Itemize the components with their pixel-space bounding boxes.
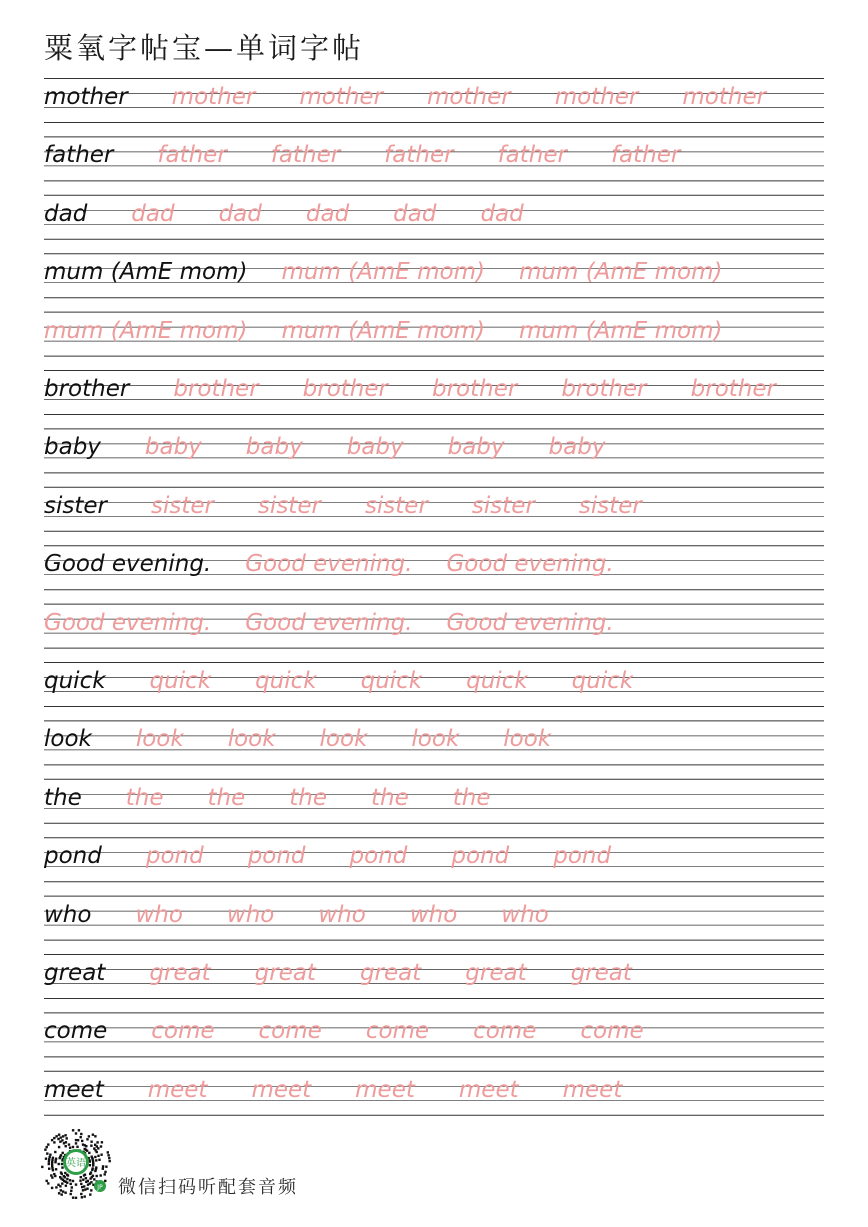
qr-module (80, 1183, 82, 1185)
qr-module (90, 1189, 92, 1191)
trace-word: baby (548, 434, 606, 461)
trace-word: baby (447, 434, 505, 461)
model-word: the (44, 784, 82, 811)
qr-module (107, 1151, 109, 1153)
qr-module (46, 1180, 48, 1182)
qr-badge-label: 英语 (66, 1158, 86, 1169)
qr-module (70, 1183, 72, 1185)
qr-module (96, 1141, 98, 1143)
qr-module (55, 1186, 57, 1188)
qr-module (83, 1174, 85, 1176)
qr-module (72, 1180, 74, 1182)
trace-word: come (151, 1018, 215, 1045)
trace-word: great (254, 960, 316, 986)
qr-module (71, 1186, 73, 1188)
trace-word: look (135, 726, 184, 753)
qr-module (72, 1129, 74, 1131)
qr-module (81, 1140, 83, 1142)
qr-module (44, 1149, 46, 1151)
qr-module (52, 1157, 54, 1159)
trace-word: dad (393, 200, 437, 227)
qr-module (58, 1146, 60, 1148)
qr-module (82, 1189, 84, 1191)
qr-module (107, 1154, 109, 1156)
qr-module (51, 1187, 53, 1189)
qr-module (49, 1156, 51, 1158)
qr-module (105, 1166, 107, 1168)
trace-word: the (207, 784, 246, 811)
qr-module (104, 1180, 106, 1182)
trace-word: come (258, 1018, 322, 1045)
trace-word: Good evening. (44, 609, 212, 636)
qr-module (72, 1146, 74, 1148)
qr-corner-label: JP (97, 1184, 103, 1191)
trace-word: mother (171, 84, 256, 110)
qr-module (61, 1139, 63, 1141)
trace-word: the (452, 784, 491, 811)
qr-module (96, 1175, 98, 1177)
qr-module (92, 1164, 94, 1166)
qr-module (72, 1197, 74, 1199)
trace-word: baby (346, 434, 404, 461)
trace-word: brother (173, 376, 259, 402)
qr-module (85, 1181, 87, 1183)
trace-word: great (149, 960, 211, 986)
qr-module (66, 1178, 68, 1180)
qr-module (51, 1161, 53, 1163)
trace-word: who (501, 901, 549, 928)
trace-word: pond (451, 843, 510, 870)
qr-module (82, 1179, 84, 1181)
trace-word: Good evening. (446, 609, 614, 636)
qr-module (61, 1166, 63, 1168)
qr-module (65, 1185, 67, 1187)
qr-code-icon[interactable] (40, 1128, 112, 1200)
trace-word: look (319, 726, 368, 753)
trace-word: Good evening. (245, 551, 413, 578)
trace-word: quick (571, 668, 634, 694)
trace-word: quick (255, 668, 317, 694)
qr-module (58, 1134, 60, 1136)
qr-module (88, 1152, 90, 1154)
qr-module (46, 1152, 48, 1154)
qr-module (97, 1155, 99, 1157)
trace-word: great (359, 960, 422, 986)
qr-module (58, 1192, 60, 1194)
trace-word: mother (299, 84, 384, 110)
qr-module (48, 1160, 50, 1162)
trace-word: baby (144, 434, 202, 461)
qr-module (48, 1163, 50, 1165)
qr-module (95, 1159, 97, 1161)
qr-module (47, 1143, 49, 1145)
trace-word: pond (349, 843, 408, 870)
qr-module (51, 1139, 53, 1141)
qr-module (46, 1146, 48, 1148)
trace-word: father (384, 142, 454, 169)
trace-word: who (318, 901, 366, 928)
qr-module (65, 1145, 67, 1147)
qr-module (64, 1172, 66, 1174)
qr-module (75, 1132, 77, 1134)
trace-word: meet (562, 1076, 623, 1103)
qr-module (50, 1174, 52, 1176)
qr-module (64, 1192, 66, 1194)
qr-module (87, 1184, 89, 1186)
trace-word: pond (145, 843, 204, 870)
footer-caption: 微信扫码听配套音频 (118, 1177, 298, 1198)
qr-module (48, 1158, 50, 1160)
model-word: brother (44, 376, 130, 402)
trace-word: brother (561, 376, 647, 402)
qr-module (53, 1137, 55, 1139)
qr-module (81, 1196, 83, 1198)
trace-word: brother (690, 376, 776, 402)
model-word: sister (44, 492, 107, 519)
qr-module (51, 1176, 53, 1178)
trace-word: quick (149, 668, 212, 694)
qr-module (58, 1163, 60, 1165)
qr-module (92, 1161, 94, 1163)
qr-module (86, 1150, 88, 1152)
qr-module (75, 1183, 77, 1185)
model-word: great (44, 960, 106, 986)
qr-module (90, 1141, 92, 1143)
trace-word: sister (471, 492, 535, 519)
qr-module (53, 1141, 55, 1143)
trace-word: dad (131, 200, 175, 227)
trace-word: Good evening. (245, 609, 413, 636)
trace-word: mum (AmE mom) (519, 259, 723, 286)
trace-word: who (409, 901, 458, 928)
qr-module (108, 1157, 110, 1159)
qr-module (51, 1165, 53, 1167)
model-word: quick (44, 668, 106, 694)
trace-word: meet (147, 1076, 208, 1103)
qr-module (84, 1188, 86, 1190)
qr-module (79, 1180, 81, 1182)
qr-module (101, 1141, 103, 1143)
qr-module (102, 1165, 104, 1167)
qr-module (76, 1146, 78, 1148)
trace-word: sister (150, 492, 214, 519)
qr-module (104, 1173, 106, 1175)
qr-module (57, 1138, 59, 1140)
model-word: look (44, 726, 92, 753)
qr-module (69, 1179, 71, 1181)
trace-word: sister (364, 492, 428, 519)
qr-module (62, 1190, 64, 1192)
qr-module (53, 1173, 55, 1175)
qr-module (100, 1154, 102, 1156)
trace-word: who (226, 901, 275, 928)
qr-module (80, 1136, 82, 1138)
qr-module (55, 1168, 57, 1170)
qr-module (100, 1174, 102, 1176)
trace-word: look (503, 726, 552, 753)
trace-word: pond (247, 843, 306, 870)
qr-module (85, 1145, 87, 1147)
qr-module (64, 1134, 66, 1136)
qr-module (89, 1193, 91, 1195)
qr-module (94, 1170, 96, 1172)
qr-module (75, 1197, 77, 1199)
qr-module (104, 1171, 106, 1173)
qr-module (65, 1141, 67, 1143)
trace-word: mother (682, 84, 767, 110)
qr-module (66, 1137, 68, 1139)
trace-word: sister (578, 492, 642, 519)
model-word: who (44, 901, 92, 928)
model-word: Good evening. (44, 551, 212, 578)
qr-module (55, 1158, 57, 1160)
trace-word: mum (AmE mom) (519, 317, 723, 344)
qr-module (63, 1175, 65, 1177)
qr-module (60, 1189, 62, 1191)
trace-word: come (580, 1018, 644, 1045)
trace-word: father (497, 142, 567, 169)
page-title: 粟氧字帖宝—单词字帖 (44, 31, 365, 65)
qr-module (86, 1188, 88, 1190)
qr-module (100, 1145, 102, 1147)
trace-word: meet (458, 1076, 519, 1103)
trace-word: the (289, 784, 327, 811)
trace-word: the (370, 784, 409, 811)
footer (40, 1128, 340, 1200)
trace-word: come (365, 1018, 430, 1045)
qr-module (94, 1156, 96, 1158)
qr-module (89, 1164, 91, 1166)
qr-module (88, 1135, 90, 1137)
qr-module (109, 1160, 111, 1162)
trace-word: meet (355, 1076, 415, 1103)
trace-word: Good evening. (446, 551, 614, 578)
qr-module (80, 1133, 82, 1135)
qr-module (91, 1169, 93, 1171)
trace-word: father (157, 142, 227, 169)
trace-word: quick (360, 668, 423, 694)
qr-module (84, 1195, 86, 1197)
qr-module (70, 1190, 72, 1192)
qr-module (61, 1182, 63, 1184)
qr-module (45, 1158, 47, 1160)
trace-word: mother (554, 84, 639, 110)
trace-word: dad (305, 200, 350, 227)
qr-module (62, 1152, 64, 1154)
qr-module (98, 1159, 100, 1161)
qr-module (77, 1139, 79, 1141)
qr-module (89, 1173, 91, 1175)
trace-word: father (610, 142, 681, 169)
qr-module (69, 1147, 71, 1149)
trace-word: dad (480, 200, 524, 227)
qr-module (49, 1154, 51, 1156)
trace-word: father (270, 142, 341, 169)
trace-word: mum (AmE mom) (281, 259, 486, 286)
trace-word: baby (245, 434, 303, 461)
trace-word: who (135, 901, 183, 928)
trace-word: the (125, 784, 164, 811)
trace-word: pond (553, 843, 612, 870)
qr-module (55, 1135, 57, 1137)
trace-word: great (465, 960, 527, 986)
qr-module (54, 1151, 56, 1153)
qr-module (93, 1178, 95, 1180)
trace-word: meet (251, 1076, 312, 1103)
qr-module (75, 1142, 77, 1144)
qr-module (78, 1129, 80, 1131)
qr-module (80, 1176, 82, 1178)
trace-word: mum (AmE mom) (281, 317, 486, 344)
qr-module (47, 1182, 49, 1184)
qr-module (80, 1193, 82, 1195)
qr-module (57, 1184, 59, 1186)
trace-word: great (570, 960, 632, 986)
qr-module (85, 1177, 87, 1179)
qr-module (89, 1177, 91, 1179)
trace-word: brother (431, 376, 518, 402)
model-word: father (44, 142, 114, 169)
trace-word: look (411, 726, 460, 753)
qr-module (86, 1138, 88, 1140)
model-word: mother (44, 84, 128, 110)
trace-word: brother (302, 376, 388, 402)
trace-word: sister (257, 492, 321, 519)
qr-module (81, 1186, 83, 1188)
trace-word: mother (427, 84, 511, 110)
qr-module (61, 1193, 63, 1195)
model-word: mum (AmE mom) (44, 259, 248, 286)
qr-module (97, 1147, 99, 1149)
qr-module (60, 1136, 62, 1138)
model-word: pond (44, 843, 102, 870)
qr-module (41, 1166, 43, 1168)
trace-word: come (473, 1018, 537, 1045)
qr-module (90, 1145, 92, 1147)
trace-word: quick (466, 668, 528, 694)
qr-module (68, 1143, 70, 1145)
model-word: baby (44, 434, 101, 461)
qr-module (61, 1163, 63, 1165)
qr-module (96, 1151, 98, 1153)
trace-word: look (227, 726, 276, 753)
qr-module (70, 1193, 72, 1195)
model-word: dad (44, 200, 88, 227)
qr-module (59, 1176, 61, 1178)
trace-word: mum (AmE mom) (44, 317, 248, 344)
qr-module (60, 1154, 62, 1156)
model-word: come (44, 1018, 108, 1045)
trace-word: dad (218, 200, 262, 227)
qr-module (51, 1163, 53, 1165)
qr-module (62, 1135, 64, 1137)
qr-module (94, 1135, 96, 1137)
model-word: meet (44, 1076, 104, 1103)
qr-module (48, 1168, 50, 1170)
qr-module (51, 1167, 53, 1169)
qr-module (60, 1171, 62, 1173)
qr-module (75, 1139, 77, 1141)
qr-module (92, 1134, 94, 1136)
qr-module (102, 1168, 104, 1170)
